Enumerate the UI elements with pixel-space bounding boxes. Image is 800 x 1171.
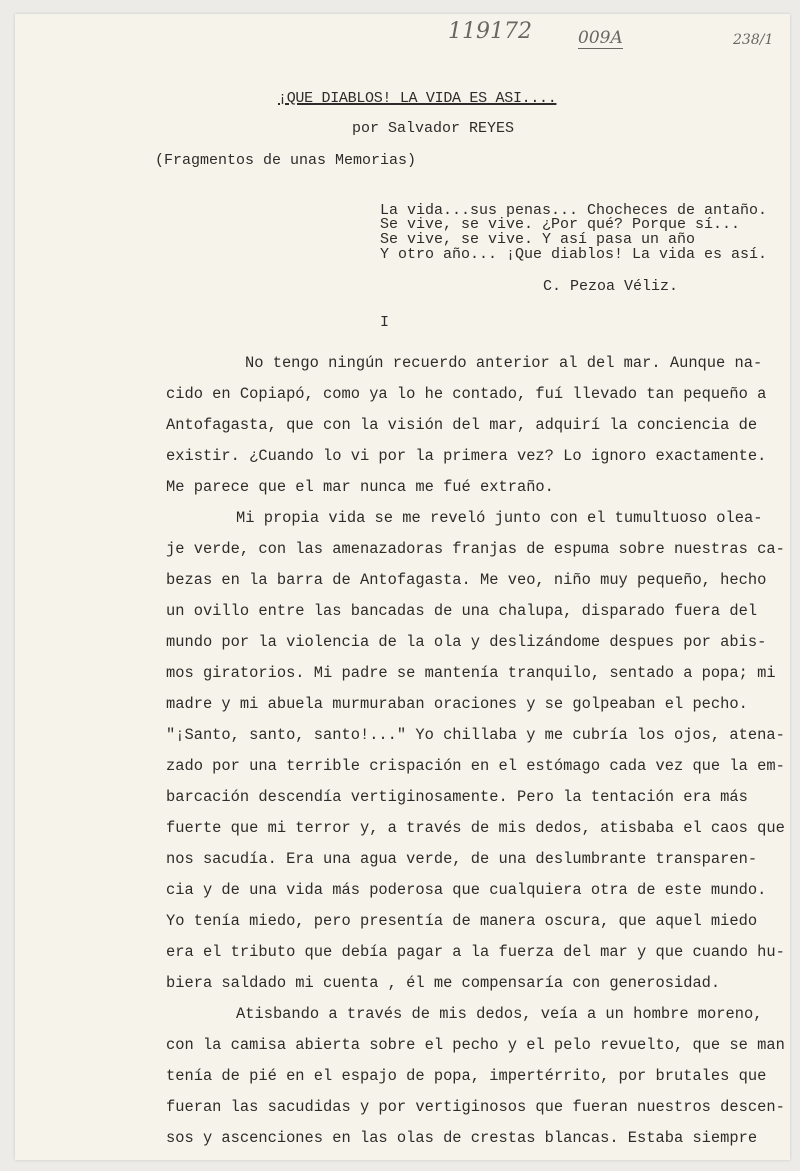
subtitle: (Fragmentos de unas Memorias) [155, 152, 417, 169]
epigraph-attribution: C. Pezoa Véliz. [543, 278, 679, 295]
body-line: un ovillo entre las bancadas de una chalupa, disparado fuera del [166, 602, 758, 620]
body-line: "¡Santo, santo, santo!..." Yo chillaba y me cubría los ojos, atena- [166, 726, 785, 744]
body-line: No tengo ningún recuerdo anterior al del mar. Aunque na- [245, 354, 763, 372]
epigraph-line: La vida...sus penas... Chocheces de antaño. [380, 202, 768, 219]
epigraph-line: Y otro año... ¡Que diablos! La vida es así. [380, 246, 768, 263]
epigraph [380, 203, 767, 262]
handwritten-archive-number: 119172 [448, 19, 532, 44]
body-line: nos sacudía. Era una agua verde, de una deslumbrante transparen- [166, 850, 758, 868]
body-line: tenía de pié en el espajo de popa, impertérrito, por brutales que [166, 1067, 767, 1085]
handwritten-sheet-number: 238/1 [733, 32, 774, 48]
body-line: cido en Copiapó, como ya lo he contado, fuí llevado tan pequeño a [166, 385, 767, 403]
body-text [166, 348, 785, 1154]
body-line: mos giratorios. Mi padre se mantenía tranquilo, sentado a popa; mi [166, 664, 776, 682]
epigraph-line: Se vive, se vive. ¿Por qué? Porque sí... [380, 216, 741, 233]
body-line: Atisbando a través de mis dedos, veía a un hombre moreno, [236, 1005, 763, 1023]
body-line: sos y ascenciones en las olas de crestas blancas. Estaba siempre [166, 1129, 758, 1147]
body-line: zado por una terrible crispación en el estómago cada vez que la em- [166, 757, 785, 775]
body-line: cia y de una vida más poderosa que cualquiera otra de este mundo. [166, 881, 767, 899]
body-line: bezas en la barra de Antofagasta. Me veo, niño muy pequeño, hecho [166, 571, 767, 589]
byline: por Salvador REYES [352, 120, 515, 137]
body-line: barcación descendía vertiginosamente. Pero la tentación era más [166, 788, 748, 806]
body-line: fuerte que mi terror y, a través de mis dedos, atisbaba el caos que [166, 819, 785, 837]
body-line: Antofagasta, que con la visión del mar, adquirí la conciencia de [166, 416, 758, 434]
document-title: ¡QUE DIABLOS! LA VIDA ES ASI.... [278, 90, 557, 107]
body-line: biera saldado mi cuenta , él me compensaría con generosidad. [166, 974, 721, 992]
section-number: I [380, 314, 390, 331]
body-line: je verde, con las amenazadoras franjas de espuma sobre nuestras ca- [166, 540, 785, 558]
body-line: madre y mi abuela murmuraban oraciones y se golpeaban el pecho. [166, 695, 748, 713]
body-line: Yo tenía miedo, pero presentía de manera oscura, que aquel miedo [166, 912, 758, 930]
body-line: mundo por la violencia de la ola y deslizándome despues por abis- [166, 633, 767, 651]
body-line: Mi propia vida se me reveló junto con el tumultuoso olea- [236, 509, 763, 527]
body-line: Me parece que el mar nunca me fué extraño. [166, 478, 554, 496]
body-line: existir. ¿Cuando lo vi por la primera vez? Lo ignoro exactamente. [166, 447, 767, 465]
body-line: era el tributo que debía pagar a la fuerza del mar y que cuando hu- [166, 943, 785, 961]
body-line: fueran las sacudidas y por vertiginosos que fueran nuestros descen- [166, 1098, 785, 1116]
handwritten-folio: 009A [578, 28, 623, 48]
epigraph-line: Se vive, se vive. Y así pasa un año [380, 231, 696, 248]
body-line: con la camisa abierta sobre el pecho y el pelo revuelto, que se man [166, 1036, 785, 1054]
